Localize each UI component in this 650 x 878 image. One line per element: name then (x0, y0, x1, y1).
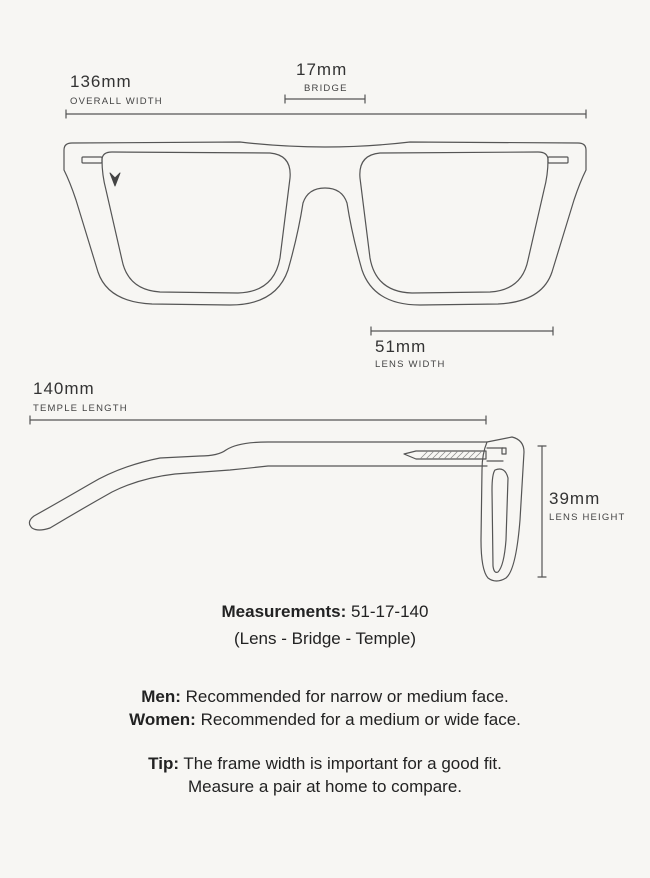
tip-line-2: Measure a pair at home to compare. (187, 777, 463, 796)
overall-width-value: 136mm (70, 72, 132, 91)
lens-width-label: LENS WIDTH (375, 359, 446, 370)
frame-side-lens-edge (492, 469, 508, 572)
women-label: Women: (129, 710, 196, 729)
lens-height-value: 39mm (549, 489, 601, 508)
frame-front-left-lens (102, 152, 290, 293)
women-line (0, 711, 650, 728)
lens-height-label: LENS HEIGHT (549, 512, 626, 523)
measurements-label: Measurements: (221, 602, 347, 621)
frame-side-front (481, 437, 524, 581)
men-line (0, 688, 650, 705)
tip-line (0, 755, 650, 772)
measurements-legend: (Lens - Bridge - Temple) (233, 629, 417, 648)
temple-arm (29, 442, 487, 530)
tip-label: Tip: (148, 754, 179, 773)
men-text: Recommended for narrow or medium face. (180, 687, 509, 706)
measurements-line (0, 603, 650, 620)
bridge-value: 17mm (296, 60, 348, 79)
right-hinge-rivet (548, 157, 568, 163)
bridge-line (285, 95, 365, 103)
lens-width-line (371, 327, 553, 335)
brand-logo-icon (110, 173, 120, 186)
left-hinge-rivet (82, 157, 102, 163)
women-text: Recommended for a medium or wide face. (195, 710, 521, 729)
tip-text: The frame width is important for a good fit. (179, 754, 502, 773)
measurements-value: 51-17-140 (346, 602, 429, 621)
lens-width-value: 51mm (375, 337, 427, 356)
overall-width-label: OVERALL WIDTH (70, 96, 163, 107)
temple-length-label: TEMPLE LENGTH (33, 403, 128, 414)
lens-height-line (538, 446, 546, 577)
temple-length-value: 140mm (33, 379, 95, 398)
overall-width-line (66, 110, 586, 118)
frame-front-outer (64, 142, 586, 305)
temple-length-line (30, 416, 486, 424)
men-label: Men: (141, 687, 181, 706)
bridge-label: BRIDGE (304, 83, 348, 94)
frame-front-right-lens (360, 152, 548, 293)
